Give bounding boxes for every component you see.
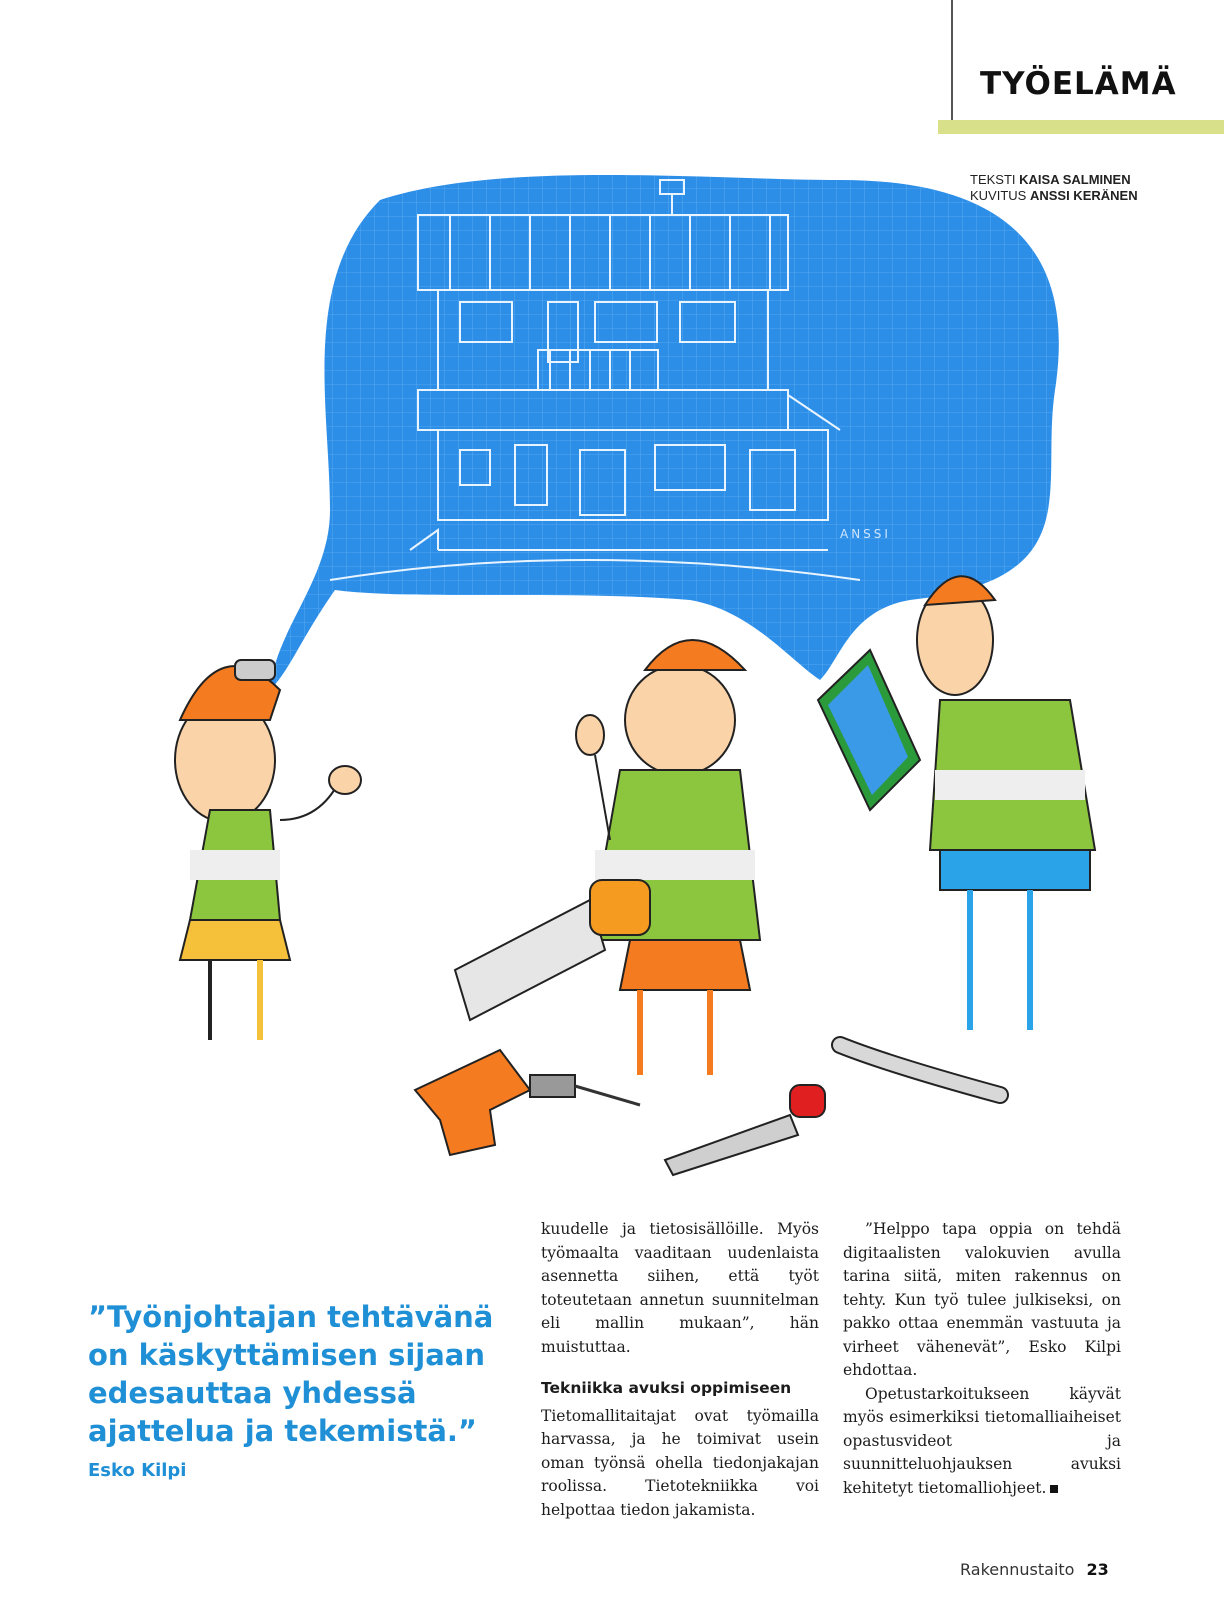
page-footer — [960, 1560, 1109, 1579]
illustration-workers-blueprint — [150, 160, 1100, 1200]
credit-illustration: KUVITUS ANSSI KERÄNEN — [970, 188, 1138, 203]
worker-left — [175, 660, 361, 1040]
section-accent-bar — [938, 120, 1224, 134]
pull-quote: ”Työnjohtajan tehtävänä on käskyttämisen sijaan edesauttaa yhdessä ajattelua ja tekemistä.” — [88, 1300, 494, 1448]
page-number: 23 — [1086, 1560, 1109, 1579]
pull-quote-author: Esko Kilpi — [88, 1460, 187, 1481]
magazine-name: Rakennustaito — [960, 1560, 1075, 1579]
drill — [415, 1050, 530, 1155]
worker-middle — [455, 640, 760, 1075]
paragraph: ”Helppo tapa oppia on tehdä digitaalisten valokuvien avulla tarina siitä, miten rakennus on tehty. Kun työ tulee julkiseksi, on pakko ottaa enemmän vastuuta ja virheet vähenevät”, Esko Kilpi ehdottaa. — [843, 1220, 1121, 1379]
end-mark-icon — [1050, 1485, 1058, 1493]
paragraph-final: Opetustarkoitukseen käyvät myös esimerkiksi tietomalliaiheiset opastusvideot ja suunnitteluohjauksen avuksi kehitetyt tietomalliohjeet. — [843, 1384, 1121, 1497]
illustration-signature: ANSSI — [840, 527, 891, 541]
worker-right — [818, 576, 1095, 1030]
article-column-1 — [541, 1218, 819, 1522]
saw-blade — [455, 900, 605, 1020]
paragraph: Tietomallitaitajat ovat työmailla harvassa, ja he toimivat usein oman työnsä ohella tiedonjakajan roolissa. Tietotekniikka voi helpottaa tiedon jakamista. — [541, 1406, 819, 1519]
article-column-2 — [843, 1218, 1121, 1500]
section-divider-line — [951, 0, 953, 120]
section-label: TYÖELÄMÄ — [980, 66, 1177, 102]
file-tool — [665, 1115, 798, 1175]
subheading: Tekniikka avuksi oppimiseen — [541, 1379, 792, 1397]
credit-text: TEKSTI KAISA SALMINEN — [970, 172, 1131, 187]
paragraph: kuudelle ja tietosisällöille. Myös työmaalta vaaditaan uudenlaista asennetta siihen, että työt toteutetaan annetun suunnitelman eli mallin mukaan”, hän muistuttaa. — [541, 1220, 819, 1356]
